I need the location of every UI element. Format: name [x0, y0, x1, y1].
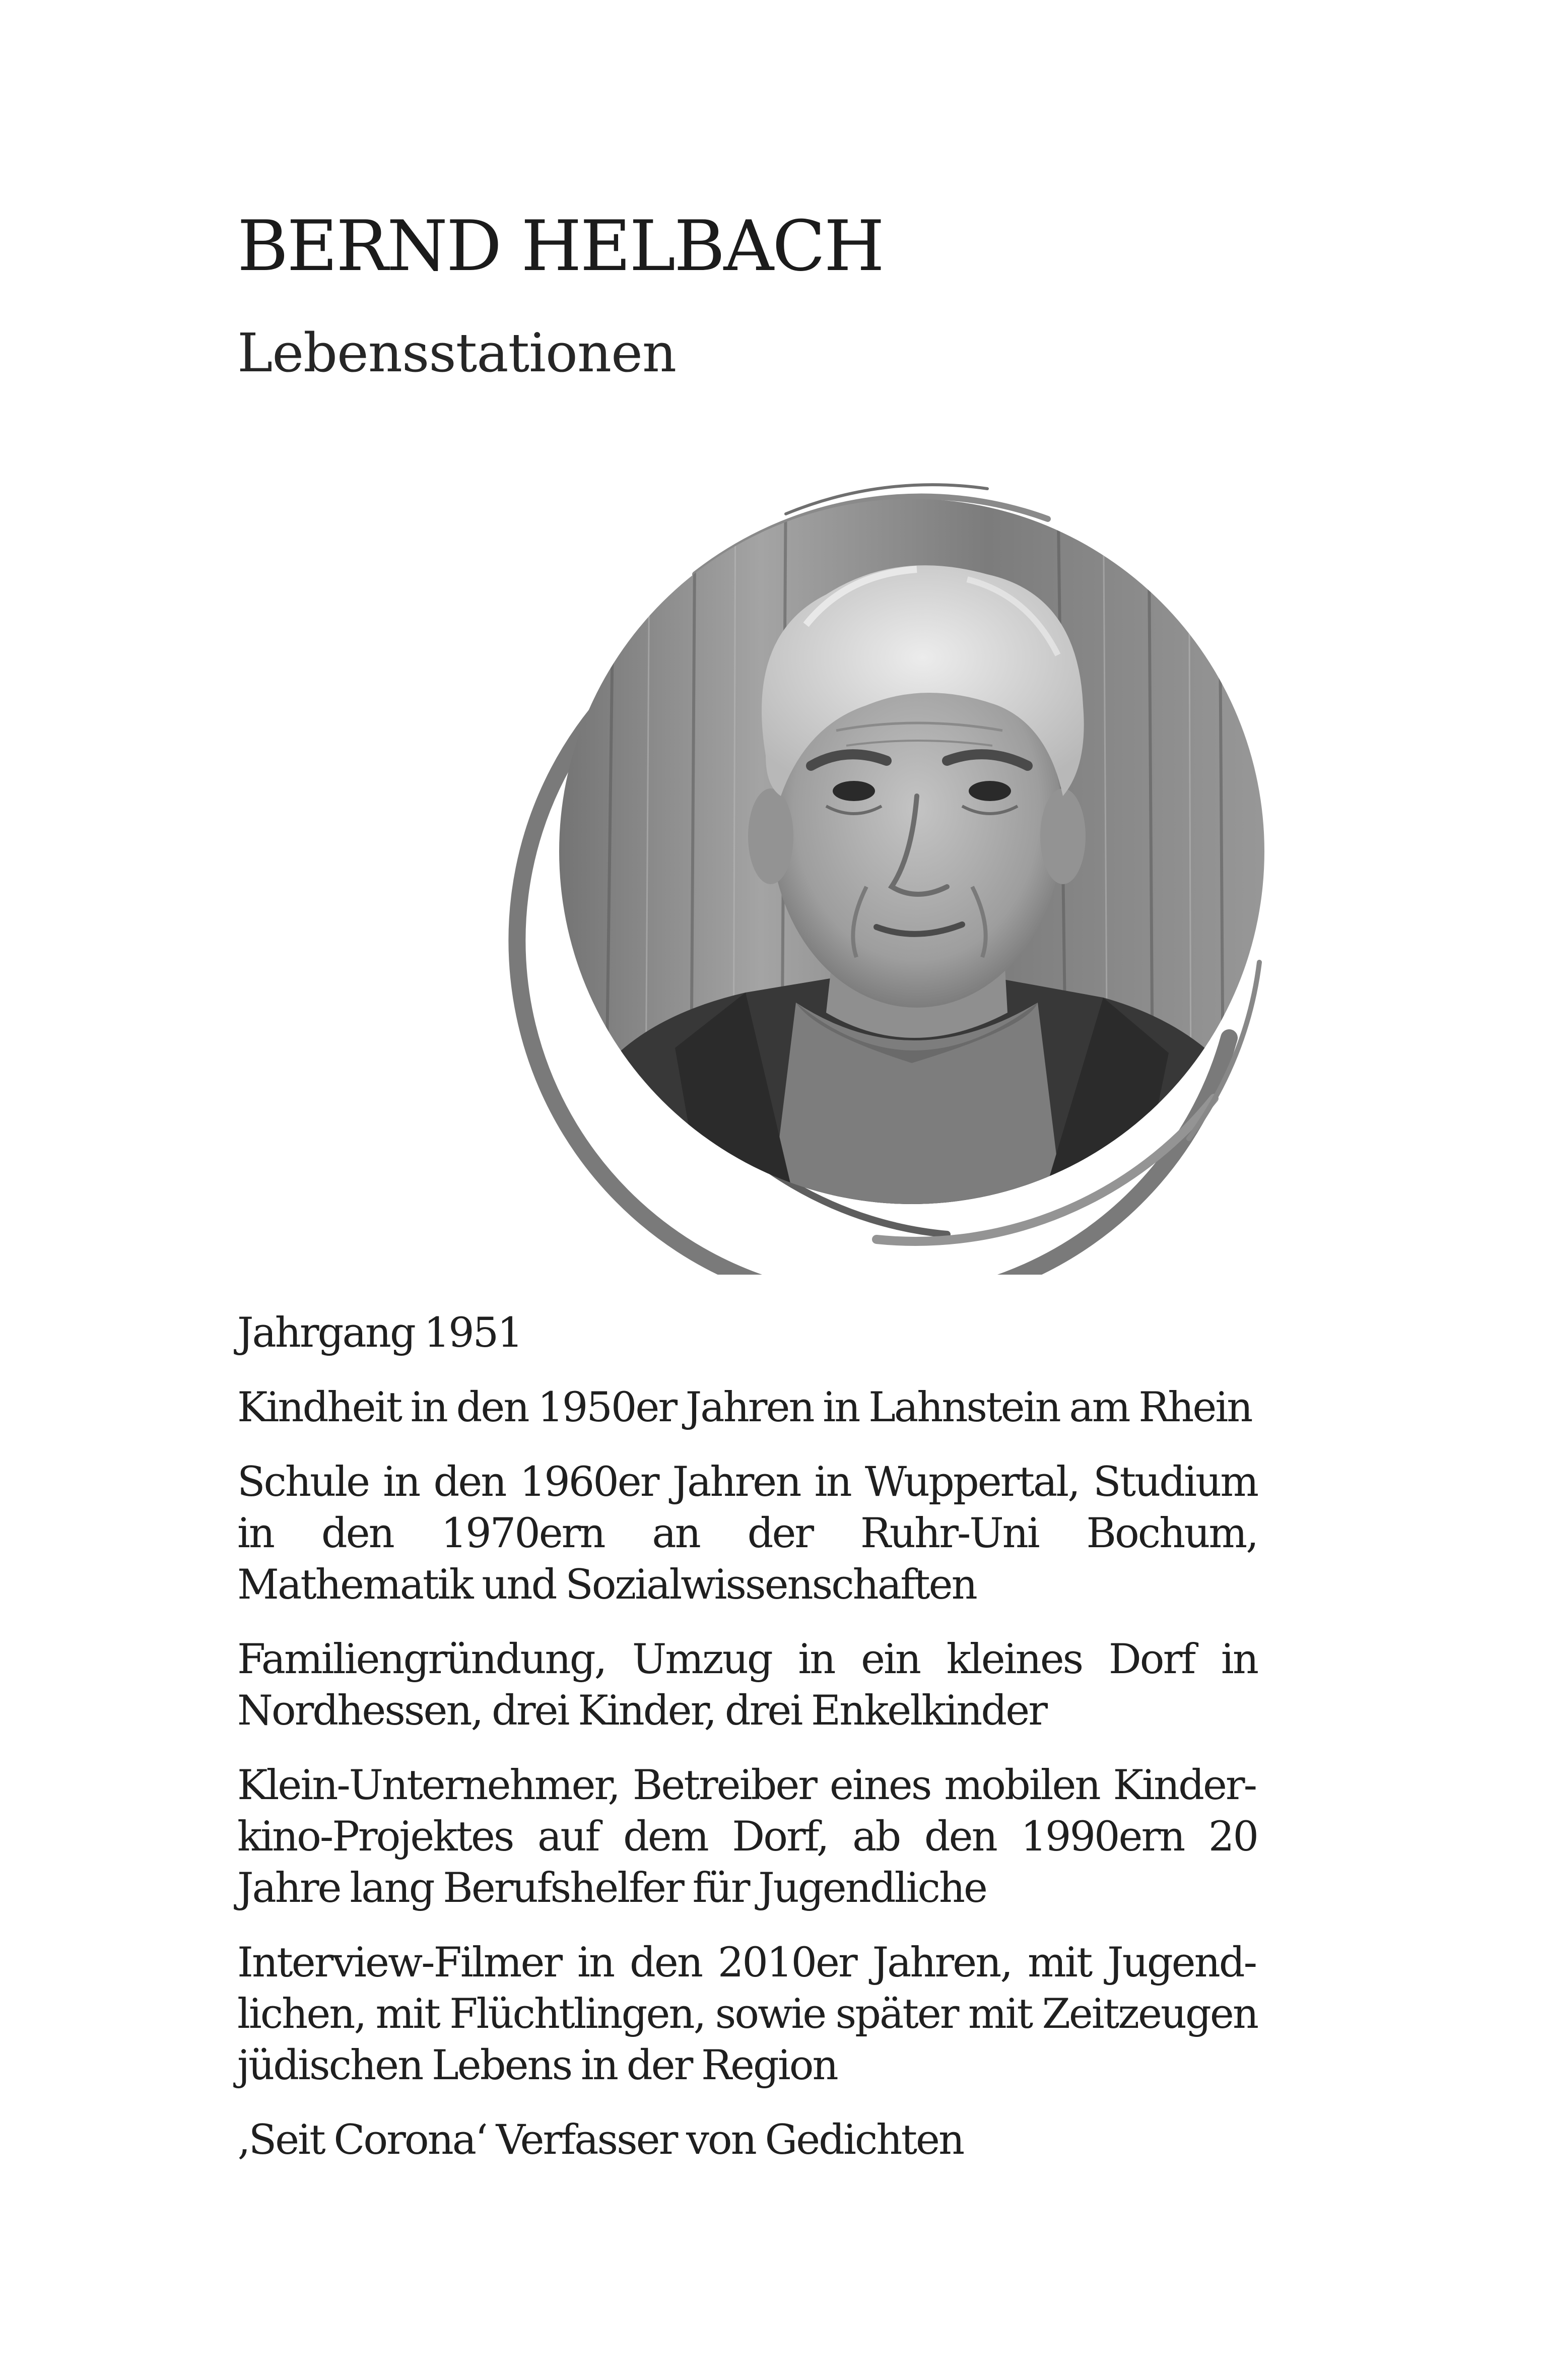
bio-item-childhood: Kindheit in den 1950er Jahren in Lahnstein am Rhein: [237, 1384, 1252, 1431]
page-title: BERND HELBACH: [237, 206, 884, 287]
bio-item-education: Schule in den 1960er Jahren in Wuppertal, Studium in den 1970ern an der Ruhr-Uni Bochum, Mathematik und Sozialwissenschaften: [237, 1459, 1257, 1609]
bio-item-filmmaking: Interview-Filmer in den 2010er Jahren, mit Jugendlichen, mit Flüchtlingen, sowie später mit Zeitzeugen jüdischen Lebens in der Region: [237, 1939, 1257, 2089]
page-subtitle: Lebensstationen: [237, 322, 677, 384]
bio-item-birth-year: Jahrgang 1951: [237, 1309, 522, 1357]
bio-item-family: Familiengründung, Umzug in ein kleines Dorf in Nordhessen, drei Kinder, drei Enkelkinder: [237, 1636, 1257, 1735]
bio-item-career: Klein-Unternehmer, Betreiber eines mobilen Kinderkino-Projektes auf dem Dorf, ab den 1990ern 20 Jahre lang Berufshelfer für Jugendliche: [237, 1762, 1257, 1912]
portrait-figure: [484, 443, 1315, 1275]
bio-item-poetry: ‚Seit Corona‘ Verfasser von Gedichten: [237, 2117, 964, 2164]
portrait-photo-icon: [484, 443, 1315, 1275]
bio-list: [237, 1307, 1257, 2189]
